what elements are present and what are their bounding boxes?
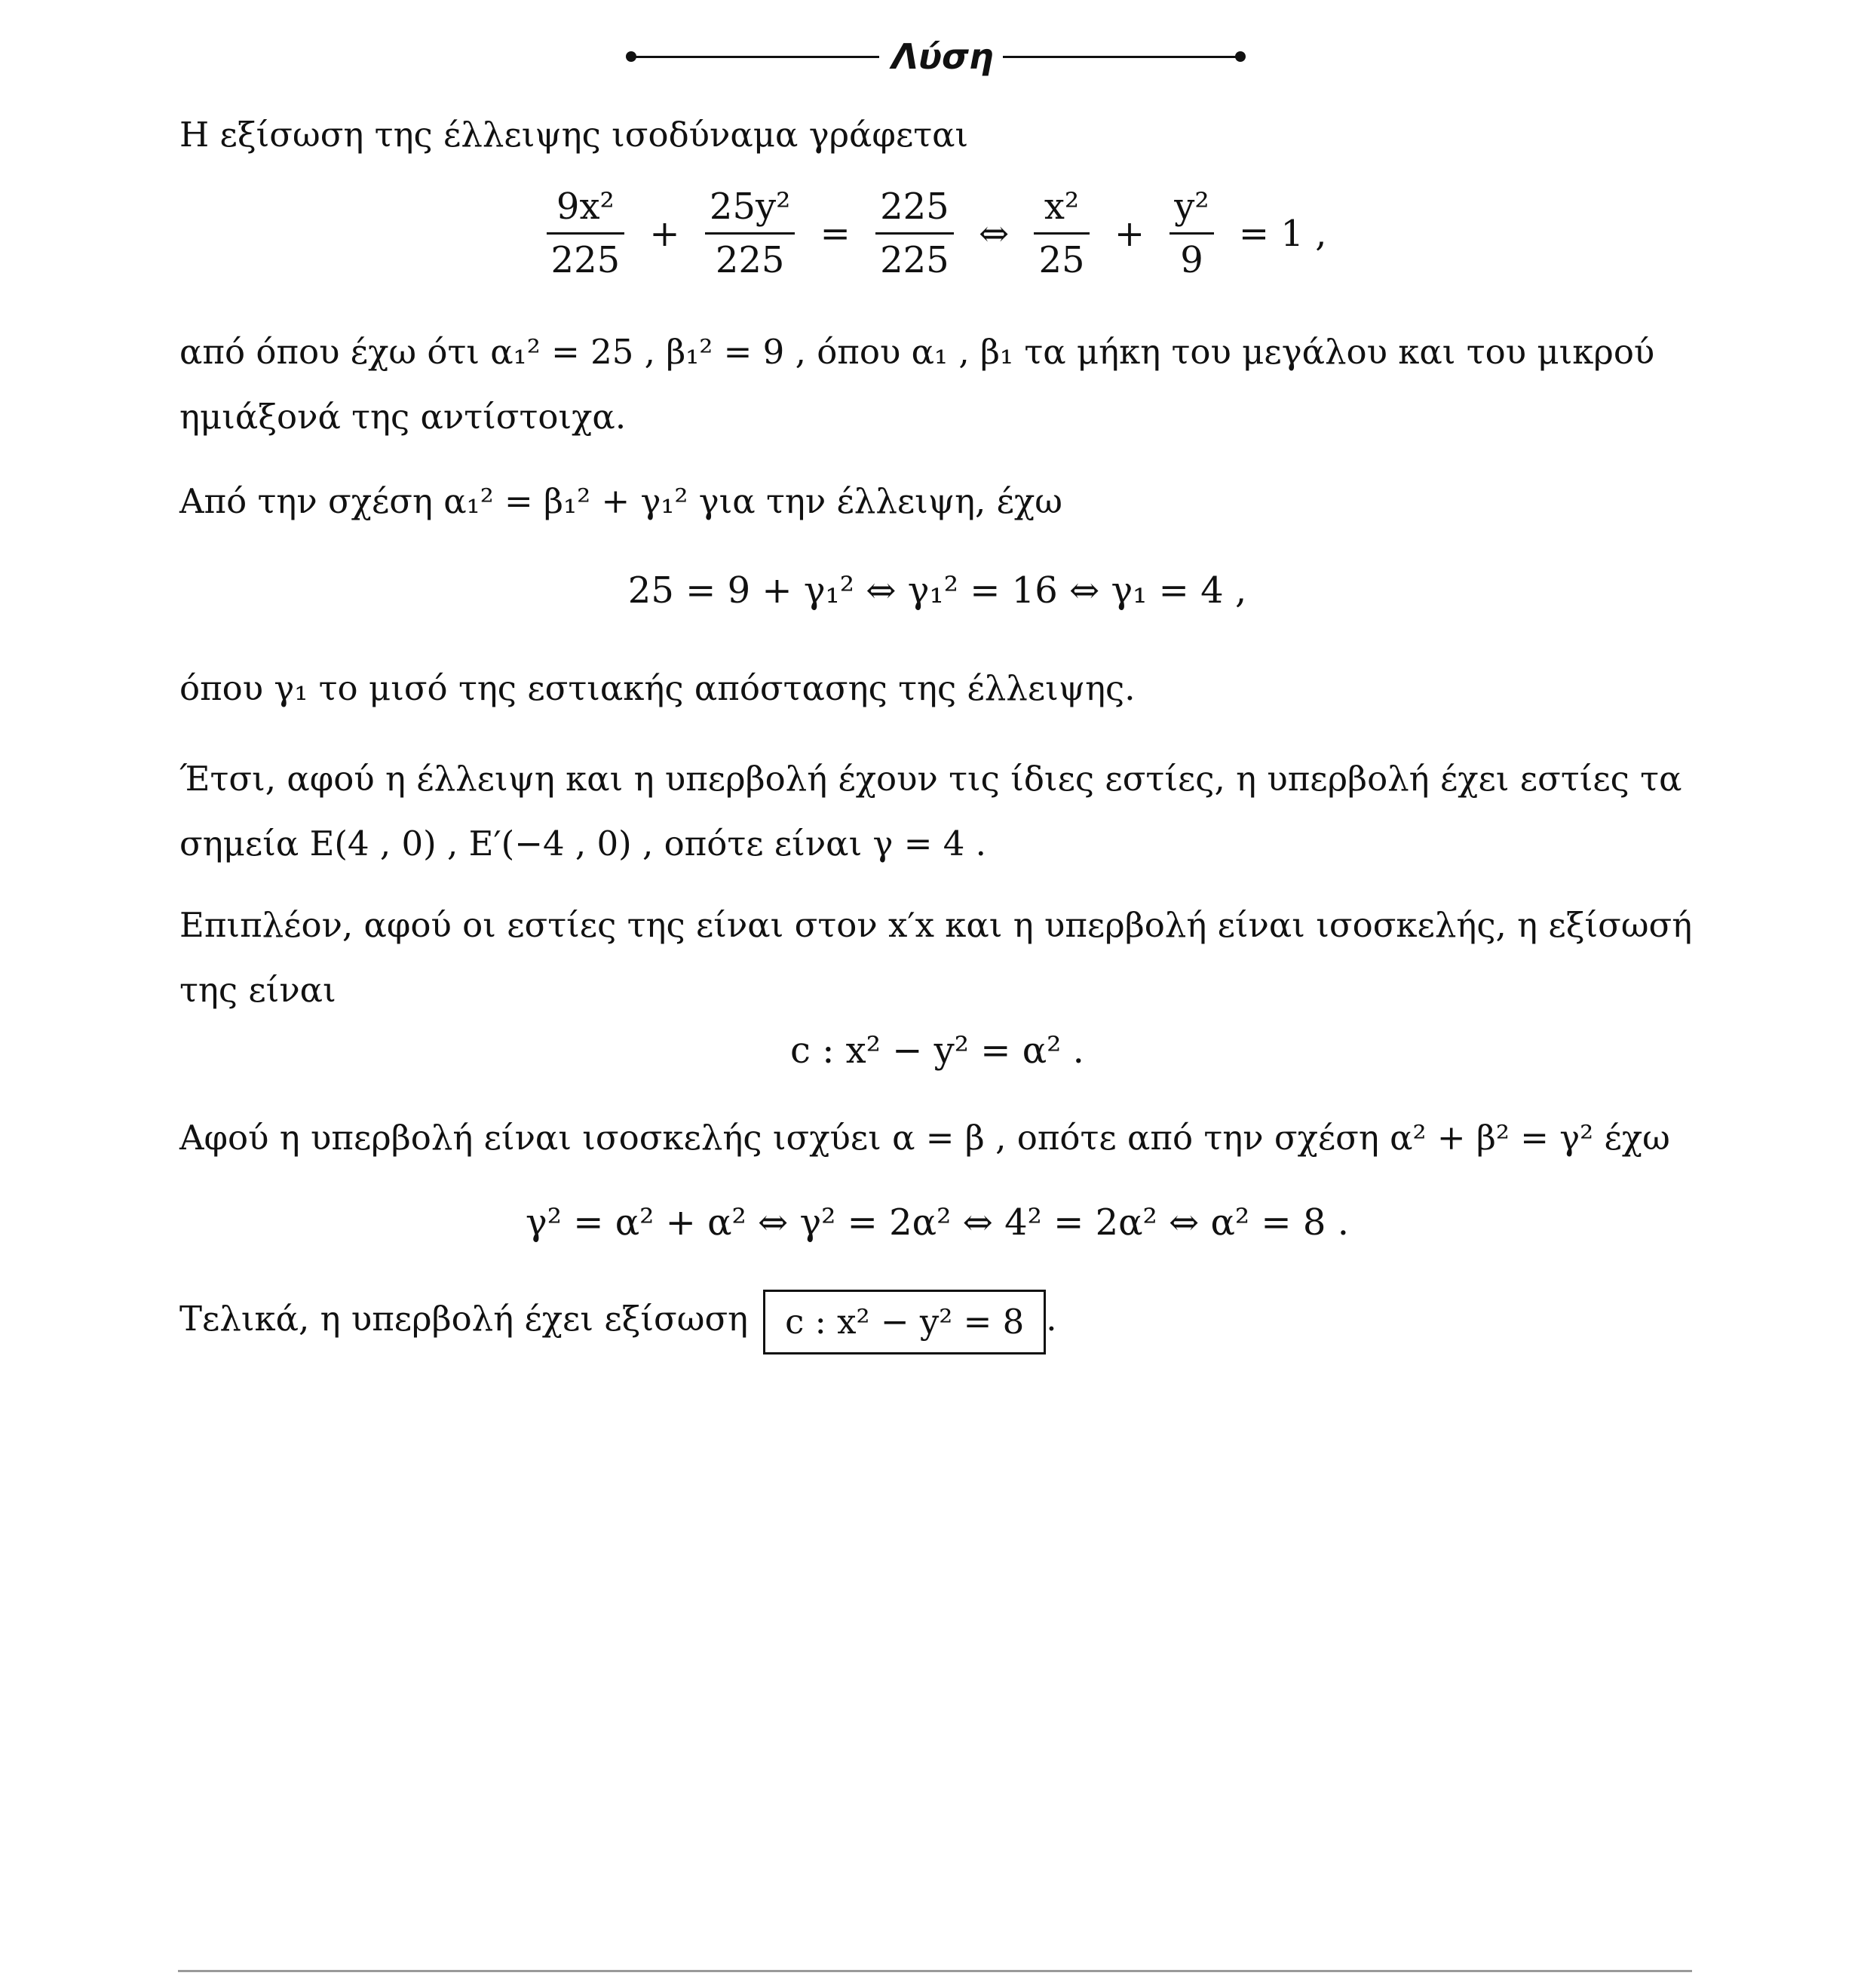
paragraph-relation: Από την σχέση α₁² = β₁² + γ₁² για την έλλειψη, έχω [179,481,1062,521]
section-title: Λύση [891,36,994,77]
fraction-4: $\frac{\text{x²}}{25}$ [1034,181,1089,286]
footer-rule [178,1970,1692,1972]
paragraph-axes-line2: ημιάξονά της αντίστοιχα. [179,397,627,437]
equation-alpha: γ² = α² + α² ⇔ γ² = 2α² ⇔ 4² = 2α² ⇔ α² = 8 . [526,1201,1349,1244]
equation-hyperbola-general: c : x² − y² = α² . [790,1029,1084,1072]
paragraph-intro: Η εξίσωση της έλλειψης ισοδύναμα γράφεται [179,115,969,155]
final-text: Τελικά, η υπερβολή έχει εξίσωση [179,1299,749,1339]
fraction-1: $\frac{\text{9x²}}{225}$ [547,181,625,286]
header-dot-right [1235,51,1246,62]
fraction-5: $\frac{\text{y²}}{9}$ [1170,181,1213,286]
fraction-3: $\frac{225}{225}$ [875,181,954,286]
equation-ellipse: $\frac{\text{9x²}}{225}$ + $\frac{\text{25y²}}{225}$ = $\frac{225}{225}$ ⇔ $\frac{\text{x²}}{25}$ + $\frac{\text{y²}}{9}$ = 1 , [179,181,1695,286]
fraction-2: $\frac{\text{25y²}}{225}$ [705,181,795,286]
paragraph-final [179,1287,1695,1354]
paragraph-gamma-meaning: όπου γ₁ το μισό της εστιακής απόστασης της έλλειψης. [179,668,1136,708]
header-rule-left [630,56,879,58]
paragraph-alpha-beta: Αφού η υπερβολή είναι ισοσκελής ισχύει α = β , οπότε από την σχέση α² + β² = γ² έχω [179,1118,1670,1158]
paragraph-foci-line1: Έτσι, αφού η έλλειψη και η υπερβολή έχουν τις ίδιες εστίες, η υπερβολή έχει εστίες τα [179,759,1682,799]
header-rule-right [1003,56,1240,58]
paragraph-foci-line2: σημεία E(4 , 0) , E′(−4 , 0) , οπότε είναι γ = 4 . [179,824,986,864]
equation-gamma: 25 = 9 + γ₁² ⇔ γ₁² = 16 ⇔ γ₁ = 4 , [627,569,1247,612]
section-header [626,32,1244,81]
paragraph-axes-line1: από όπου έχω ότι α₁² = 25 , β₁² = 9 , όπου α₁ , β₁ τα μήκη του μεγάλου και του μικρού [179,332,1655,372]
paragraph-isosceles-line1: Επιπλέον, αφού οι εστίες της είναι στον x′x και η υπερβολή είναι ισοσκελής, η εξίσωσή [179,905,1693,945]
paragraph-isosceles-line2: της είναι [179,970,336,1010]
final-equation-box: c : x² − y² = 8 [763,1290,1046,1354]
final-dot: . [1046,1299,1057,1339]
